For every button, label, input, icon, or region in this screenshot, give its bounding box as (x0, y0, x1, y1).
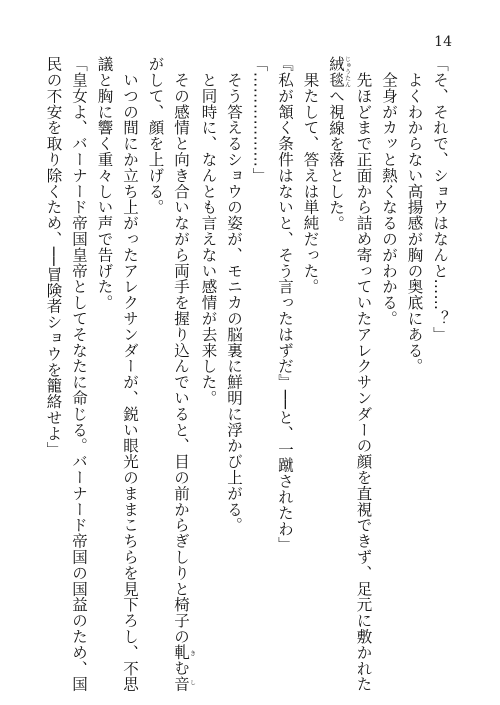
text-line-6: 果たして、答えは単純だった。 (301, 56, 320, 295)
ruby-jutan-reading: じゅうたん (343, 56, 351, 88)
ruby-kishimu-reading: きし (188, 644, 196, 693)
text-line-9: そう答えるショウの姿が、モニカの脳裏に鮮明に浮かび上がる。 (225, 56, 243, 533)
text-line-7: 『私が頷く条件はないと、そう言ったはずだ』──と、一蹴されたわ」 (276, 56, 294, 553)
ruby-jutan (327, 56, 351, 88)
text-line-8: 「………………」 (250, 56, 269, 184)
text-line-5-rest: へ視線を落とした。 (327, 87, 345, 232)
text-line-16: 民の不安を取り除くため、──冒険者ショウを籠絡せよ」 (44, 56, 63, 458)
vertical-text-body (40, 56, 452, 693)
text-line-10: と同時に、なんとも言えない感情が去来した。 (199, 56, 218, 406)
text-line-3: 全身がカッと熱くなるのがわかる。 (380, 56, 398, 327)
text-line-4: 先ほどまで正面から詰め寄っていたアレクサンダーの顔を直視できず、足元に敷かれた (354, 56, 373, 692)
ruby-kishimu-base: 軋む音 (172, 644, 190, 693)
text-line-11-main: その感情と向き合いながら両手を握り込んでいると、目の前からぎしりと椅子の (172, 56, 190, 645)
text-line-13: いつの間にか立ち上がったアレクサンダーが、鋭い眼光のままこちらを見下ろし、不思 (121, 56, 139, 692)
text-line-11 (168, 56, 196, 693)
text-line-1: 「そ、それで、ショウはなんと……？」 (431, 56, 449, 343)
ruby-kishimu (172, 644, 196, 693)
text-line-2: よくわからない高揚感が胸の奥底にある。 (405, 56, 424, 374)
text-line-12: がして、顔を上げる。 (146, 56, 165, 215)
text-line-15: 「皇女よ、バーナード帝国皇帝としてそなたに命じる。バーナード帝国の国益のため、国 (70, 56, 88, 692)
text-line-14: 議と胸に響く重々しい声で告げた。 (95, 56, 114, 311)
text-line-5 (323, 56, 351, 656)
ruby-jutan-base: 絨毯 (327, 56, 345, 88)
page-number: 14 (434, 34, 452, 50)
